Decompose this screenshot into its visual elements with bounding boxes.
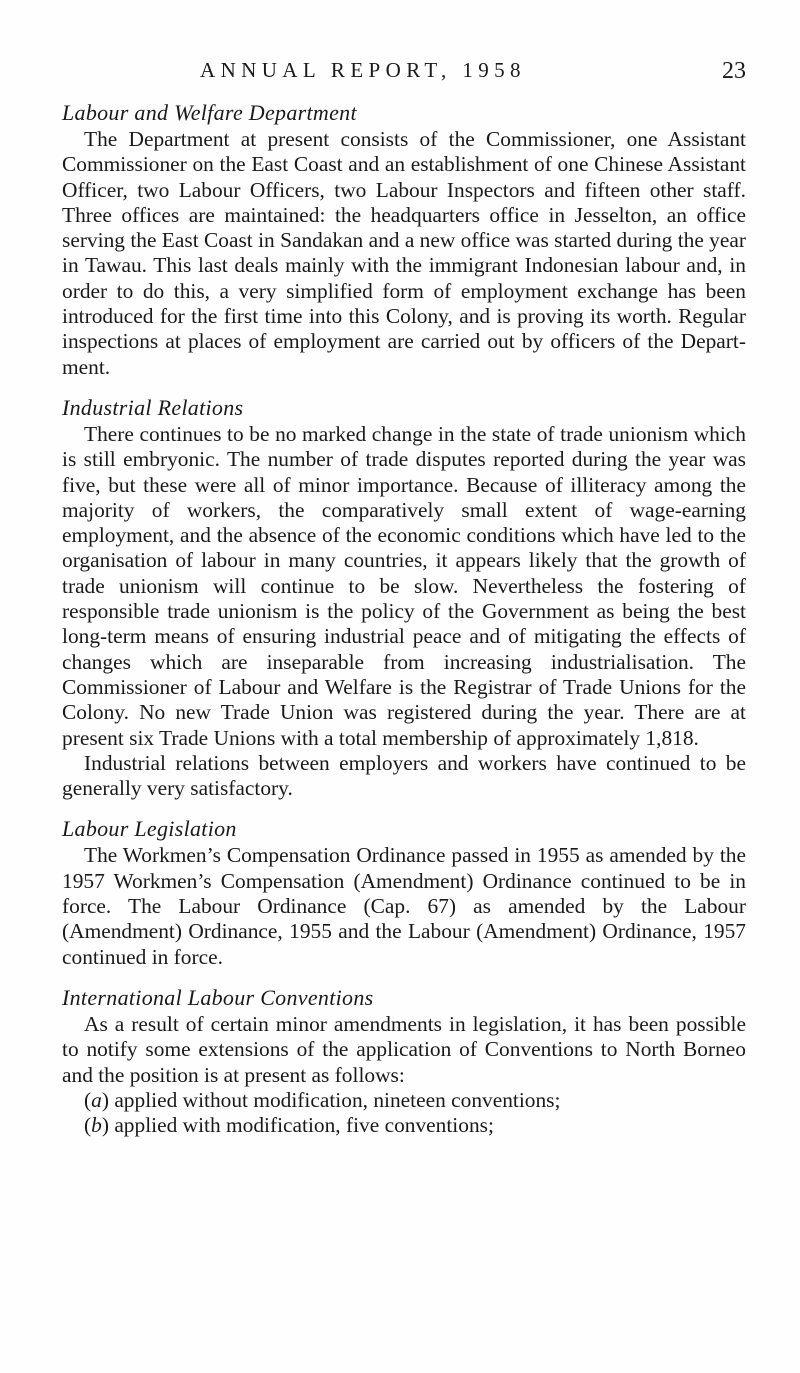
section-heading: Industrial Relations	[62, 394, 244, 420]
document-page	[62, 58, 746, 1151]
page-number: 23	[722, 58, 746, 84]
section-labour-legislation	[62, 814, 746, 969]
section-heading: International Labour Conventions	[62, 984, 374, 1010]
paragraph: The Workmen’s Compensation Ordinance passed in 1955 as amended by the 1957 Workmen’s Compensation (Amendment) Ordinance continued to be in force. The Labour Ordinance (Cap. 67) as amended by the Labour (Amendment) Ordinance, 1955 and the Labour (Amendment) Ordinance, 1957 continued in force.	[62, 843, 746, 969]
paragraph: There continues to be no marked change in the state of trade unionism which is still embryonic. The number of trade disputes reported during the year was five, but these were all of minor importance. Because of illiteracy among the majority of workers, the comparatively small extent of wage-earning employment, and the absence of the economic conditions which have led to the organisation of labour in many countries, it appears likely that the growth of trade unionism will continue to be slow. Nevertheless the fostering of responsible trade unionism is the policy of the Government as being the best long-term means of ensuring industrial peace and of mitigating the effects of changes which are inseparable from increasing industrialisation. The Commissioner of Labour and Welfare is the Registrar of Trade Unions for the Colony. No new Trade Union was registered during the year. There are at present six Trade Unions with a total membership of approximately 1,818.	[62, 421, 746, 750]
running-title: ANNUAL REPORT, 1958	[200, 58, 526, 82]
list-item-label: a	[91, 1087, 102, 1112]
paragraph: As a result of certain minor amendments in legislation, it has been possible to notify some extensions of the application of Conventions to North Borneo and the position is at present as follows:	[62, 1011, 746, 1087]
conventions-list	[62, 1088, 746, 1139]
paragraph: The Department at present consists of the Commissioner, one Assistant Commissioner on the East Coast and an establishment of one Chinese Assistant Officer, two Labour Officers, two Labour Inspectors and fifteen other staff. Three offices are maintained: the headquarters office in Jesselton, an office serving the East Coast in Sandakan and a new office was started during the year in Tawau. This last deals mainly with the immigrant Indonesian labour and, in order to do this, a very simplified form of employment exchange has been introduced for the first time into this Colony, and is proving its worth. Regular inspections at places of employment are carried out by officers of the Department.	[62, 127, 746, 379]
running-header	[62, 58, 746, 98]
list-item-label: b	[91, 1113, 102, 1138]
section-heading: Labour Legislation	[62, 816, 237, 842]
section-international-labour-conventions	[62, 983, 746, 1138]
list-item: (b) applied with modification, five conventions;	[84, 1113, 494, 1138]
list-item-text: applied without modification, nineteen conventions;	[114, 1087, 561, 1112]
section-industrial-relations	[62, 393, 746, 801]
list-item: (a) applied without modification, nineteen conventions;	[84, 1087, 561, 1112]
paragraph: Industrial relations between employers and workers have continued to be generally very satisfactory.	[62, 750, 746, 801]
section-heading: Labour and Welfare Department	[62, 100, 357, 125]
section-labour-welfare-department	[62, 98, 746, 380]
list-item-text: applied with modification, five conventions;	[114, 1113, 494, 1138]
